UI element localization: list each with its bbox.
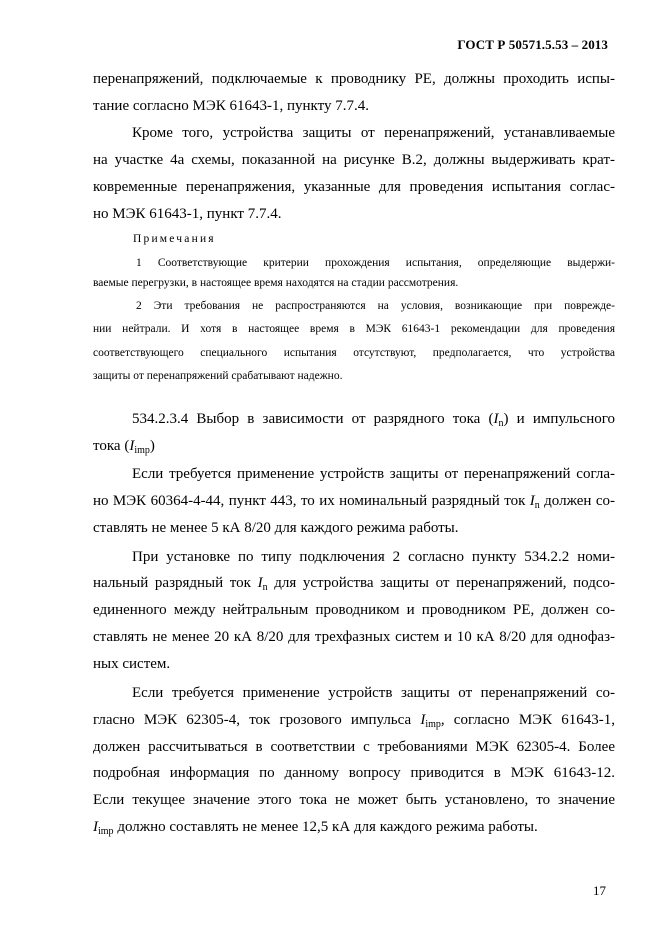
- section-heading-line-1: 534.2.3.4 Выбор в зависимости от разрядного тока $(I_n)$ и импульсного: [132, 411, 615, 429]
- subscript-imp: imp: [98, 826, 114, 837]
- paragraph-5-line-5: Если текущее значение этого тока не может быть установлено, то значение: [93, 792, 615, 808]
- standard-header: ГОСТ Р 50571.5.53 – 2013: [457, 37, 608, 52]
- subscript-imp: imp: [425, 719, 441, 730]
- paragraph-5-line-6: $I_{imp}$ должно составлять не менее 12,5 кА для каждого режима работы.: [93, 819, 538, 837]
- notes-title: Примечания: [133, 233, 216, 245]
- note-1-line-2: ваемые перегрузки, в настоящее время находятся на стадии рассмотрения.: [93, 277, 459, 289]
- paragraph-4-line-3: единенного между нейтральным проводником и проводником PE, должен со-: [93, 602, 615, 618]
- paragraph-4-line-1: При установке по типу подключения 2 согласно пункту 534.2.2 номи-: [132, 549, 615, 565]
- symbol-i: I: [129, 438, 135, 454]
- page-number: 17: [593, 883, 606, 898]
- paragraph-1-line-2: тание согласно МЭК 61643-1, пункту 7.7.4.: [93, 98, 369, 114]
- note-1-line-1: 1 Соответствующие критерии прохождения испытания, определяющие выдержи-: [136, 257, 615, 269]
- symbol-i: I: [493, 411, 499, 427]
- note-2-line-1: 2 Эти требования не распространяются на условия, возникающие при поврежде-: [136, 300, 615, 312]
- subscript-n: n: [498, 418, 504, 429]
- paragraph-4-line-4: ставлять не менее 20 кА 8/20 для трехфазных систем и 10 кА 8/20 для однофаз-: [93, 629, 615, 645]
- symbol-i: I: [257, 575, 263, 591]
- paragraph-5-line-2: гласно МЭК 62305-4, ток грозового импульса $I_{imp}$, согласно МЭК 61643-1,: [93, 712, 615, 730]
- paragraph-3-line-1: Если требуется применение устройств защиты от перенапряжений согла-: [132, 466, 615, 482]
- paragraph-1-line-1: перенапряжений, подключаемые к проводнику PE, должны проходить испы-: [93, 71, 615, 87]
- subscript-n: n: [534, 500, 540, 511]
- note-2-line-4: защиты от перенапряжений срабатывают надежно.: [93, 370, 343, 382]
- symbol-i: I: [420, 712, 426, 728]
- note-2-line-3: соответствующего специального испытания отсутствуют, предполагается, что устройства: [93, 347, 615, 359]
- subscript-imp: imp: [134, 445, 150, 456]
- symbol-i: I: [529, 493, 535, 509]
- paragraph-4-line-2: нальный разрядный ток $I_n$ для устройства защиты от перенапряжений, подсо-: [93, 575, 616, 593]
- paragraph-5-line-4: подробная информация по данному вопросу приводится в МЭК 61643-12.: [93, 765, 615, 781]
- symbol-i: I: [93, 819, 98, 835]
- section-heading-line-2: тока $(I_{imp})$: [93, 438, 155, 456]
- subscript-n: n: [262, 582, 268, 593]
- paragraph-5-line-1: Если требуется применение устройств защиты от перенапряжений со-: [132, 685, 615, 701]
- note-2-line-2: нии нейтрали. И хотя в настоящее время в МЭК 61643-1 рекомендации для проведения: [93, 323, 615, 335]
- paragraph-2-line-3: ковременные перенапряжения, указанные для проведения испытания соглас-: [93, 179, 615, 195]
- paragraph-5-line-3: должен рассчитываться в соответствии с требованиями МЭК 62305-4. Более: [93, 739, 615, 755]
- paragraph-3-line-3: ставлять не менее 5 кА 8/20 для каждого режима работы.: [93, 520, 459, 536]
- paragraph-2-line-1: Кроме того, устройства защиты от перенапряжений, устанавливаемые: [132, 125, 615, 141]
- paragraph-2-line-2: на участке 4а схемы, показанной на рисунке В.2, должны выдерживать крат-: [93, 152, 615, 168]
- paragraph-3-line-2: но МЭК 60364-4-44, пункт 443, то их номинальный разрядный ток $I_n$ должен со-: [93, 493, 615, 511]
- paragraph-2-line-4: но МЭК 61643-1, пункт 7.7.4.: [93, 206, 282, 222]
- paragraph-4-line-5: ных систем.: [93, 656, 171, 672]
